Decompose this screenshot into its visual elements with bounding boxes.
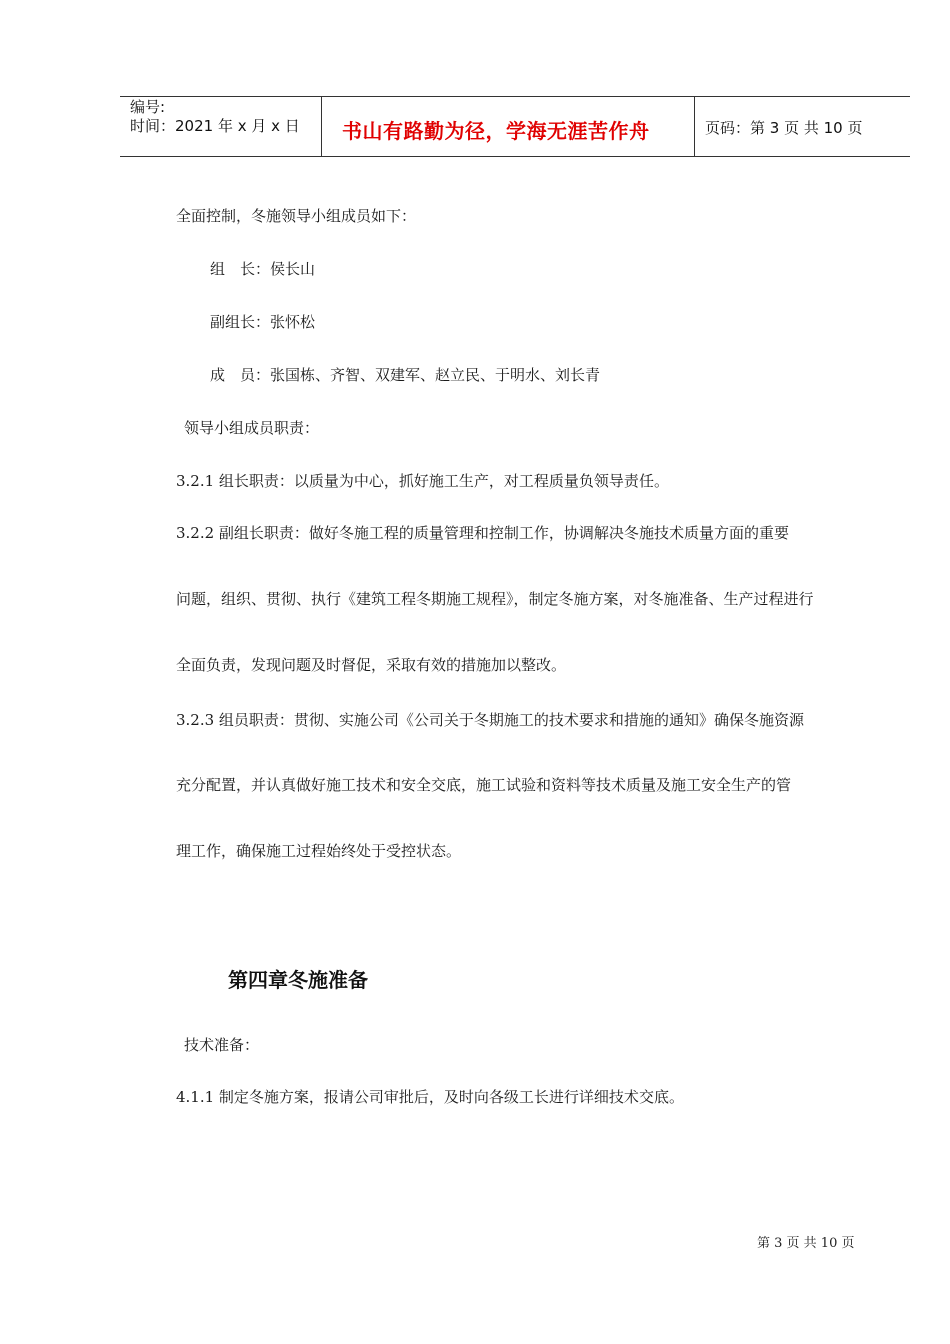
footer-page-info: 第 3 页 共 10 页 xyxy=(757,1236,855,1251)
header-divider-1 xyxy=(321,96,322,157)
duty-3-2-2-line-2: 问题，组织、贯彻、执行《建筑工程冬期施工规程》，制定冬施方案，对冬施准备、生产过程进行 xyxy=(176,590,814,608)
duty-3-2-1: 3.2.1 组长职责：以质量为中心，抓好施工生产，对工程质量负领导责任。 xyxy=(176,472,669,490)
chapter-4-title: 第四章冬施准备 xyxy=(228,968,368,992)
deputy-leader-line: 副组长：张怀松 xyxy=(210,313,316,331)
duties-title: 领导小组成员职责： xyxy=(184,419,320,437)
header-bottom-rule xyxy=(120,156,910,157)
duty-3-2-2-line-3: 全面负责，发现问题及时督促，采取有效的措施加以整改。 xyxy=(176,656,567,674)
header-divider-2 xyxy=(694,96,695,157)
leader-line: 组 长：侯长山 xyxy=(210,260,316,278)
duty-3-2-3-line-2: 充分配置，并认真做好施工技术和安全交底，施工试验和资料等技术质量及施工安全生产的管 xyxy=(176,776,792,794)
intro-text: 全面控制，冬施领导小组成员如下： xyxy=(176,207,417,225)
header-motto: 书山有路勤为径，学海无涯苦作舟 xyxy=(342,119,650,143)
duty-3-2-2-line-1: 3.2.2 副组长职责：做好冬施工程的质量管理和控制工作，协调解决冬施技术质量方面的重要 xyxy=(176,524,789,542)
header-top-rule xyxy=(120,96,910,97)
members-line: 成 员：张国栋、齐智、双建军、赵立民、于明水、刘长青 xyxy=(210,366,601,384)
tech-prep-title: 技术准备： xyxy=(184,1036,260,1054)
item-4-1-1: 4.1.1 制定冬施方案，报请公司审批后，及时向各级工长进行详细技术交底。 xyxy=(176,1088,684,1106)
header-date: 时间：2021 年 x 月 x 日 xyxy=(130,117,300,135)
duty-3-2-3-line-1: 3.2.3 组员职责：贯彻、实施公司《公司关于冬期施工的技术要求和措施的通知》确保冬施资源 xyxy=(176,711,804,729)
duty-3-2-3-line-3: 理工作，确保施工过程始终处于受控状态。 xyxy=(176,842,462,860)
header-page-info: 页码：第 3 页 共 10 页 xyxy=(705,119,863,137)
doc-number-label: 编号: xyxy=(130,98,166,116)
